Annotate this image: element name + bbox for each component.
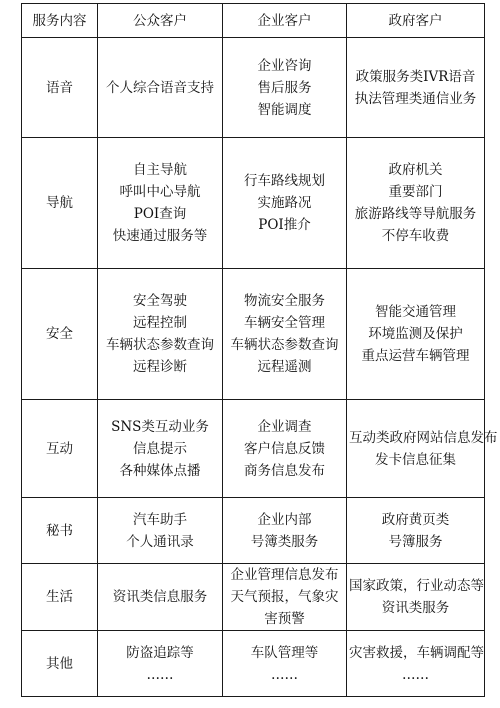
header-service-content: 服务内容 — [22, 4, 98, 38]
cell-line: 车辆安全管理 — [244, 315, 325, 331]
cell-line: 车队管理等 — [250, 644, 319, 661]
header-enterprise-customers: 企业客户 — [223, 4, 347, 38]
cell-line: POI推介 — [258, 217, 311, 233]
table-row — [22, 269, 485, 400]
public-cell — [98, 38, 223, 138]
cell-line: 灾害救援，车辆调配等 — [349, 644, 484, 661]
cell-line: 智能交通管理 — [375, 304, 456, 320]
cell-line: 重点运营车辆管理 — [361, 348, 470, 364]
government-cell — [347, 498, 485, 564]
cell-line: 政府机关 — [388, 162, 443, 178]
cell-line: 环境监测及保护 — [368, 326, 463, 342]
cell-line: 资讯类信息服务 — [112, 589, 208, 605]
table-row — [22, 498, 485, 564]
table-body — [22, 38, 498, 697]
table-row — [22, 138, 485, 269]
enterprise-cell — [223, 564, 347, 631]
cell-line: 执法管理类通信业务 — [354, 90, 477, 107]
cell-line: 发卡信息征集 — [375, 451, 456, 468]
cell-line: 企业调查 — [257, 418, 312, 435]
cell-line: 号簿服务 — [388, 533, 443, 550]
cell-line: 企业管理信息发布天气预报，气象灾害预警 — [230, 567, 339, 627]
cell-line: 行车路线规划 — [244, 173, 325, 189]
cell-line: 远程遥测 — [257, 359, 312, 375]
cell-line: 政策服务类IVR语音 — [355, 68, 476, 85]
cell-line: 旅游路线等导航服务 — [354, 206, 477, 222]
table-row — [22, 400, 485, 498]
row-category: 安全 — [22, 269, 98, 400]
government-cell — [347, 138, 485, 269]
cell-line: 商务信息发布 — [244, 462, 325, 479]
row-category: 互动 — [22, 400, 98, 498]
cell-line: SNS类互动业务 — [111, 418, 209, 435]
table-header — [22, 4, 485, 38]
cell-line: 个人通讯录 — [126, 533, 194, 550]
cell-line: 安全驾驶 — [133, 293, 187, 309]
cell-line: 重要部门 — [388, 184, 443, 200]
cell-line: 快速通过服务等 — [112, 228, 208, 244]
cell-line: 客户信息反馈 — [244, 440, 325, 457]
cell-line: 不停车收费 — [381, 228, 450, 244]
cell-line: 车辆状态参数查询 — [106, 337, 214, 353]
table-row — [22, 564, 485, 631]
cell-line: 实施路况 — [257, 195, 312, 211]
cell-line: POI查询 — [133, 206, 187, 222]
enterprise-cell — [223, 138, 347, 269]
cell-line: 防盗追踪等 — [126, 644, 194, 661]
row-category: 其他 — [22, 631, 98, 697]
service-table — [21, 3, 498, 697]
public-cell — [98, 400, 223, 498]
government-cell — [347, 631, 485, 697]
public-cell — [98, 269, 223, 400]
public-cell — [98, 564, 223, 631]
header-public-customers: 公众客户 — [98, 4, 223, 38]
cell-line: 各种媒体点播 — [119, 462, 201, 479]
enterprise-cell — [223, 38, 347, 138]
cell-line: 呼叫中心导航 — [119, 184, 201, 200]
row-category: 秘书 — [22, 498, 98, 564]
cell-line: 号簿类服务 — [250, 533, 319, 550]
cell-line: 车辆状态参数查询 — [230, 337, 339, 353]
cell-line: 企业内部 — [257, 511, 312, 528]
cell-line: …… — [402, 666, 429, 683]
government-cell — [347, 564, 485, 631]
government-cell — [347, 269, 485, 400]
cell-line: 个人综合语音支持 — [106, 79, 214, 96]
cell-line: 汽车助手 — [133, 511, 187, 528]
cell-line: …… — [271, 666, 298, 683]
table-row — [22, 38, 485, 138]
cell-line: 互动类政府网站信息发布 — [349, 429, 498, 446]
header-government-customers: 政府客户 — [347, 4, 485, 38]
cell-line: 远程控制 — [133, 315, 187, 331]
government-cell — [347, 38, 485, 138]
cell-line: 资讯类服务 — [381, 600, 450, 616]
government-cell — [347, 400, 498, 498]
public-cell — [98, 138, 223, 269]
cell-line: 远程诊断 — [133, 359, 187, 375]
row-category: 导航 — [22, 138, 98, 269]
enterprise-cell — [223, 400, 347, 498]
row-category: 生活 — [22, 564, 98, 631]
enterprise-cell — [223, 269, 347, 400]
cell-line: 智能调度 — [257, 101, 312, 118]
enterprise-cell — [223, 631, 347, 697]
enterprise-cell — [223, 498, 347, 564]
header-row — [22, 4, 485, 38]
cell-line: 物流安全服务 — [244, 293, 325, 309]
cell-line: 企业咨询 — [257, 57, 312, 74]
public-cell — [98, 498, 223, 564]
table-row — [22, 631, 485, 697]
cell-line: 国家政策，行业动态等 — [349, 578, 484, 594]
cell-line: 政府黄页类 — [381, 511, 450, 528]
cell-line: 信息提示 — [133, 440, 187, 457]
cell-line: …… — [146, 666, 174, 683]
public-cell — [98, 631, 223, 697]
row-category: 语音 — [22, 38, 98, 138]
cell-line: 自主导航 — [133, 162, 187, 178]
cell-line: 售后服务 — [257, 79, 312, 96]
